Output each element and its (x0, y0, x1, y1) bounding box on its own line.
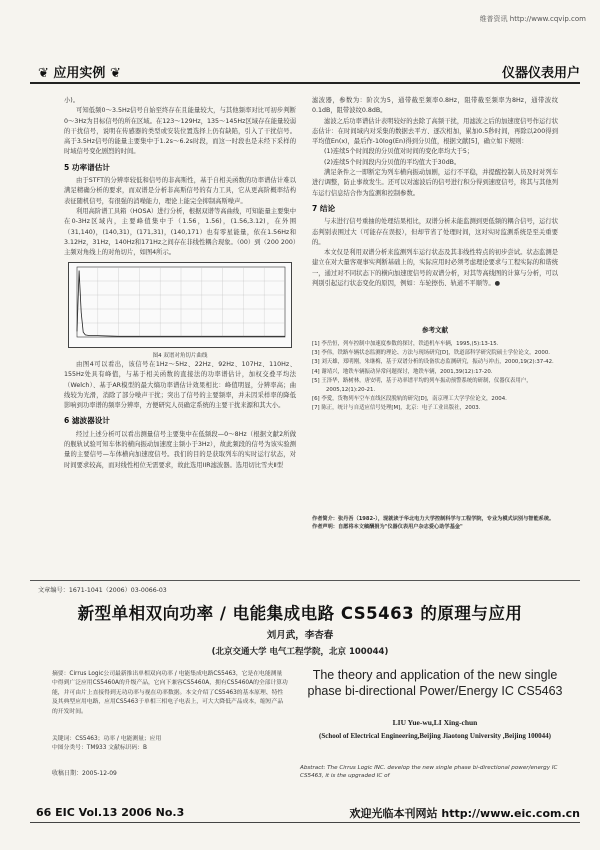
keywords-block (52, 735, 288, 754)
diagonal-slice-plot (69, 263, 291, 347)
footer-rule (30, 822, 580, 823)
abstract-cn: 摘要：Cirrus Logic公司最新推出单相双向功率 / 电能集成电路CS5463，它是在电能测量中得到广泛应用CS5460A的升级产品，它向下兼容CS5460A，拥有CS5460A的全部计算功能，并可由片上直接得到无功功率与视在功率数据。本文介绍了CS5463的基本原理、特性及其典型应用电路，应用CS5463于单相三相电子电表上，可大大降低产品成本，缩短产品的开发时间。 (52, 671, 288, 715)
left-column-lower (64, 360, 296, 471)
received-date: 收稿日期：2005-12-09 (52, 770, 117, 777)
paragraph: 滤波之后功率谱估计表明较好的去除了高频干扰，用滤波之后的加速度信号作运行状态估计：在时间域内对采集的数据去平方、逐次相加，累加0.5秒时间，再除以200得到平均值En(x)，最后作-10log(En)得到分贝值，根据文献[5]，确立如下规则： (312, 117, 558, 146)
author-notes (312, 515, 558, 532)
keywords: 关键词：CS5463；功率 / 电能测量；应用 (52, 736, 162, 742)
reference-item: [6] 李愛，货物列车空车直线区段脱轨的研究[D]，南京理工大学学位论文，2004. (312, 396, 507, 403)
reference-item: [1] 李岳恒，列车控制中加速度参数的探讨，铁道机车车辆，1995,(5):13-15. (312, 341, 499, 347)
article-number: 文章编号：1671-1041（2006）03-0066-03 (38, 587, 167, 594)
reference-item: [3] 李伟，铁路车辆状态监测的理论、方法与现场研究[D]，铁道部科学研究院硕士学位论文，2000. (312, 350, 550, 357)
paragraph: 滤波器，参数为：阶次为5，通带截至频率0.8Hz，阻带截至频率为8Hz，通带波纹0.1dB，阻带波纹0.8dB。 (312, 97, 558, 115)
header-rule (30, 82, 580, 84)
paragraph: 由于STFT的分辨率较低和信号的非高斯性，基于自相关函数的功率谱估计难以满足精确分析的要求，而双谱是分析非高斯信号的有力工具，它从更高阶概率结构表征随机信号，有很强的消噪能力，理论上能完全抑制高斯噪声。 (64, 177, 296, 205)
page-footer-website[interactable]: 欢迎光临本刊网站 http://www.eic.com.cn (349, 807, 580, 820)
reference-item: [4] 谢靖兴，地铁车辆振动异常问题探讨，地铁车辆，2001,39(12):17-20. (312, 368, 493, 375)
paragraph: 满足条件之一即断定为列车横向振动加剧，运行不平稳，并提醒控制人员及时对列车进行调整，防止事故发生。还可以对滤波后的信号进行积分得到速度信号，将其与其他列车运行信息结合作为监测和控制参数。 (312, 169, 558, 197)
english-affiliation: (School of Electrical Engineering,Beijing Jiaotong University ,Beijing 100044) (319, 732, 551, 740)
paragraph: 可知低频0～3.5Hz信号自始至终存在且能量较大，与其他频率对比可初步判断0～3Hz为目标信号的所在区域。在123～129Hz，135～145Hz区域存在能量较弱的干扰信号，说明在传感器的类型或安装位置选择上仍有缺陷，引入了干扰信号。高于3.5Hz信号的能量主要集中于1.2s～6.2s时段，而这一时段也是未经下采样的时域信号变化剧烈的时间。 (64, 107, 296, 156)
figure-4-chart (68, 262, 292, 348)
references-title: 参考文献 (422, 326, 448, 334)
figure-caption: 图4 双谱对角切片曲线 (152, 353, 208, 359)
paragraph: 利用高阶谱工具箱（HOSA）进行分析，根据双谱等高曲线，可知能量主要集中在0-3Hz区域内，主要峰值集中于（1.56，1.56)，(1.56,3.12)，在外围（31,140)，(140,31)，(171,31)，(140,171）也有零星能量，依在1.56Hz和3.12Hz，31Hz，140Hz和171Hz之间存在非线性耦合现象。（00）到（200 200）主频对角线上的对角切片，如图4所示。 (64, 207, 296, 257)
paragraph: 小)。 (64, 97, 80, 104)
right-column (312, 96, 558, 289)
paragraph: 本文仅是利用双谱分析来监测列车运行状态及其非线性特点的初步尝试。状态监测是建立在对大量客观事实判断基础上的，实际应用时必须考虑理论要求与工程实际的和谐统一，通过对不同状态下的横向加速度信号的双谱分析，对其等高线图的计算与分析，可以判别引起运行状态变化的原因，例如：车轮擦伤、轨道不平顺等。● (312, 249, 558, 288)
section-heading: 5 功率谱估计 (64, 162, 110, 172)
english-title: The theory and application of the new single phase bi-directional Power/Energy IC CS5463 (307, 668, 563, 698)
reference-item: [7] 陈正，统计与自适应信号处理[M]，北京：电子工业出版社，2003. (312, 405, 481, 412)
english-abstract: Abstract: The Cirrus Logic INC. develop the new single phase bi-directional power/energy IC CS5463, it is the upgraded IC of (300, 765, 558, 780)
watermark: 维普资讯 http://www.cqvip.com (479, 15, 586, 23)
reference-item: [3] 刘天雄，郑明刚，朱继梅，基于双谱分析的设备状态监测研究，振动与冲击，2000,19(2):37-42. (312, 359, 554, 366)
left-column (64, 96, 296, 258)
leaf-icon: ❦ (38, 66, 54, 81)
header-journal-name: 仪器仪表用户 (501, 66, 580, 81)
section-heading: 6 滤波器设计 (64, 416, 110, 426)
header-section-label: ❦ 应用实例 ❦ (38, 66, 121, 81)
author-bio: 作者简介：张丹吾（1982-），现就读于华北电力大学控制科学与工程学院，专业为模式识别与智能系统。 (312, 516, 555, 522)
section-heading: 7 结论 (312, 203, 336, 213)
rule-item: (1)连续5个时间段的分贝值对时间的变化率均大于5； (324, 148, 474, 156)
paragraph: 与未进行信号重抽的处理结果相比，双谱分析未能监测到更低频的耦合信号，运行状态判别表围过大（可能存在误报），但却节省了处理时间，这对实时监测系统是至关重要的。 (312, 218, 558, 246)
paragraph: 经过上述分析可以看出测量信号主要集中在低频段—0～8Hz（根据文献2所做的舰轨试验可知车体的横向振动加速度主频小于3Hz），故此频段的信号为该实验测量的主要信号—车体横向加速度信号。我们的目的是获取列车的实时运行状态，对时间要求较高，而对线性相位无需要求，故此选用IIR滤波器。选用切比雪夫Ⅱ型 (64, 430, 296, 469)
article-separator (30, 580, 580, 581)
references-list (312, 340, 558, 414)
classification: 中图分类号：TM933 文献标识码：B (52, 745, 147, 752)
article-authors: 刘月武，李杏春 (266, 630, 334, 641)
rule-item: (2)连续5个时间段内分贝值的平均值大于30dB。 (324, 158, 461, 166)
page-footer-left: 66 EIC Vol.13 2006 No.3 (36, 806, 185, 819)
leaf-icon: ❦ (105, 66, 121, 81)
paragraph: 由图4可以看出，该信号在1Hz～5Hz、22Hz、92Hz、107Hz、110Hz、155Hz处具有峰值，与基于相关函数的直接法的功率谱估计，加权交叠平均法（Welch）、基于AR模型的最大熵功率谱估计效果相比：峰值明显，分辨率高；曲线较为光滑，消除了部分噪声干扰；突出了信号的主要频率，并未因采样率的降低影响到功率谱的频率分辨率，方便研究人员确定系统的主要干扰来源和其大小。 (64, 361, 296, 410)
sponsor-note: 作者声明：自愿将本文稿酬捐为"仪器仪表用户杂志爱心助学基金" (312, 524, 463, 531)
article-affiliation: (北京交通大学 电气工程学院，北京 100044) (211, 647, 389, 657)
article-title: 新型单相双向功率 / 电能集成电路 CS5463 的原理与应用 (77, 604, 523, 623)
reference-item: [5] 王泽华，路树林，唐安明，基于功率谱平均的列车振动预警系统的研制，仪器仪表用户，2005,12(1):20-21. (312, 377, 532, 394)
english-authors: LIU Yue-wu,LI Xing-chun (392, 718, 478, 727)
